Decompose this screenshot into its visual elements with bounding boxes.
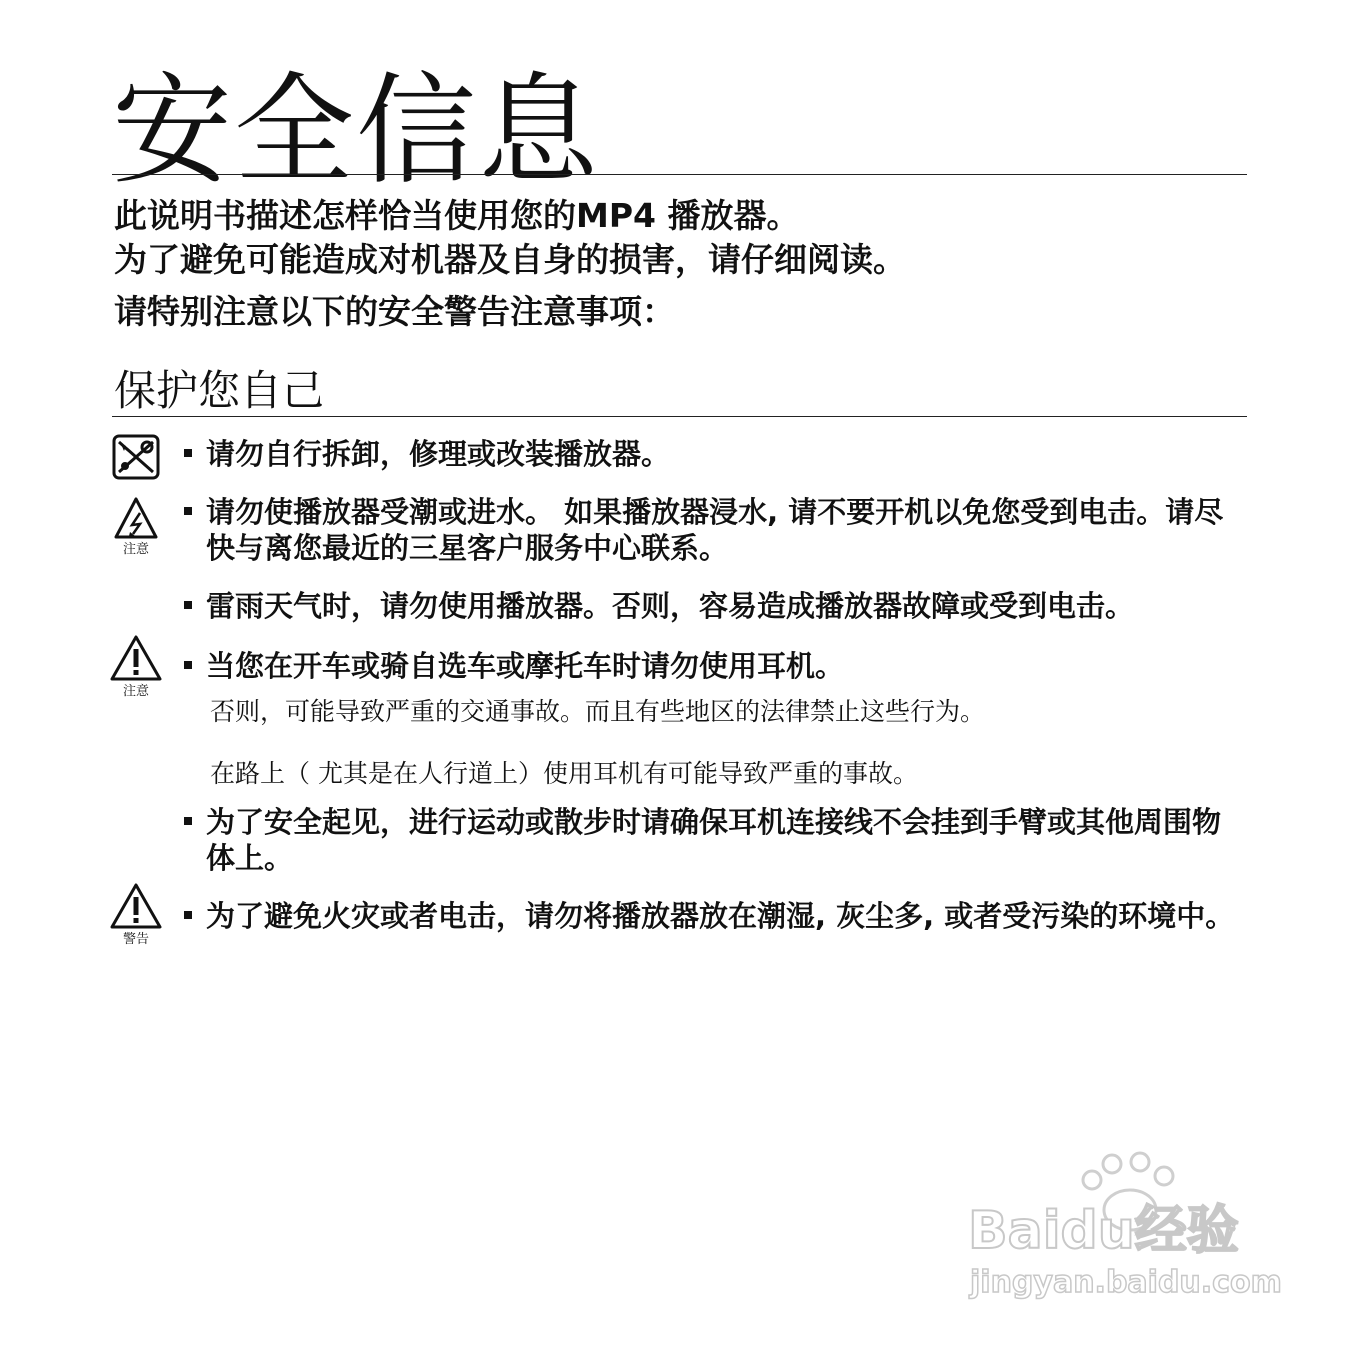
electric-shock-icon xyxy=(108,496,164,558)
caution-triangle-icon xyxy=(108,634,164,700)
caution-label-2: 注意 xyxy=(122,684,149,699)
caution-label-1: 注意 xyxy=(122,542,149,557)
list-item xyxy=(184,898,1244,934)
section-heading: 保护您自己 xyxy=(114,366,325,415)
section-divider xyxy=(112,416,1247,417)
list-item xyxy=(184,588,1244,624)
bullet xyxy=(184,817,192,825)
item-text: 请勿使播放器受潮或进水。 如果播放器浸水, 请不要开机以免您受到电击。请尽快与离您最近的三星客户服务中心联系。 xyxy=(206,495,1224,565)
bullet xyxy=(184,661,192,669)
item-text: 为了避免火灾或者电击，请勿将播放器放在潮湿, 灰尘多, 或者受污染的环境中。 xyxy=(206,899,1235,933)
title-divider xyxy=(112,174,1247,175)
item-subtext: 在路上（ 尤其是在人行道上）使用耳机有可能导致严重的事故。 xyxy=(210,759,918,788)
item-text: 为了安全起见，进行运动或散步时请确保耳机连接线不会挂到手臂或其他周围物体上。 xyxy=(206,805,1222,875)
intro-line-3: 请特别注意以下的安全警告注意事项： xyxy=(114,292,675,331)
no-disassemble-icon xyxy=(108,434,164,480)
bullet xyxy=(184,911,192,919)
watermark-url: jingyan.baidu.com xyxy=(970,1265,1282,1300)
list-item xyxy=(184,436,1244,472)
list-item xyxy=(184,648,1244,684)
list-item xyxy=(184,804,1244,876)
item-text: 请勿自行拆卸，修理或改装播放器。 xyxy=(206,437,671,471)
warning-label: 警告 xyxy=(122,932,149,947)
bullet xyxy=(184,601,192,609)
list-item xyxy=(184,494,1244,566)
item-text: 当您在开车或骑自选车或摩托车时请勿使用耳机。 xyxy=(206,649,845,683)
baidu-jingyan-watermark xyxy=(960,1150,1290,1310)
intro-line-1: 此说明书描述怎样恰当使用您的MP4 播放器。 xyxy=(114,196,800,235)
bullet xyxy=(184,449,192,457)
bullet xyxy=(184,507,192,515)
item-text: 雷雨天气时，请勿使用播放器。否则，容易造成播放器故障或受到电击。 xyxy=(206,589,1135,623)
item-subtext: 否则，可能导致严重的交通事故。而且有些地区的法律禁止这些行为。 xyxy=(210,697,986,726)
paw-logo-icon xyxy=(960,1150,1290,1310)
intro-line-2: 为了避免可能造成对机器及自身的损害，请仔细阅读。 xyxy=(114,240,906,279)
watermark-brand: Baidu经验 xyxy=(968,1201,1239,1261)
warning-triangle-icon xyxy=(108,882,164,948)
page-title: 安全信息 xyxy=(112,62,600,201)
